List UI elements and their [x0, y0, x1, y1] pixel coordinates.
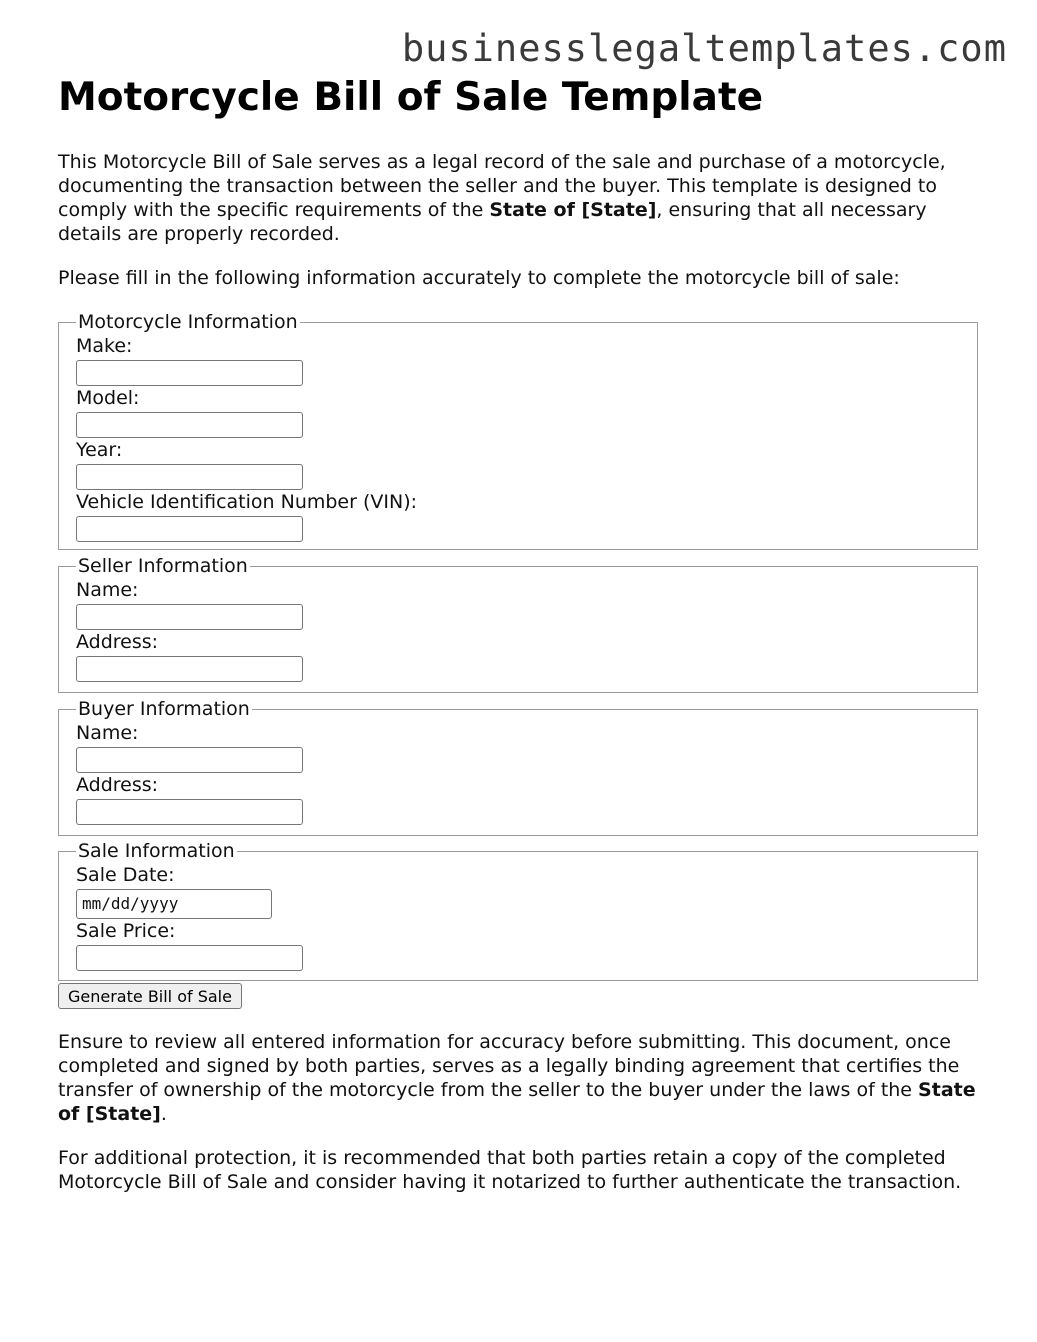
buyer-info-section	[58, 699, 978, 836]
seller-name-input[interactable]	[76, 604, 303, 630]
intro-text-end: , ensuring that all necessary details are properly recorded.	[58, 199, 927, 245]
sale-info-legend: Sale Information	[78, 840, 235, 862]
make-label: Make:	[76, 335, 133, 357]
model-input[interactable]	[76, 412, 303, 438]
site-watermark: businesslegaltemplates.com	[401, 27, 1007, 70]
seller-info-legend: Seller Information	[78, 555, 248, 577]
document-body	[58, 74, 978, 1194]
make-input[interactable]	[76, 360, 303, 386]
vin-input[interactable]	[76, 516, 303, 542]
seller-address-label: Address:	[76, 631, 159, 653]
buyer-name-label: Name:	[76, 722, 139, 744]
motorcycle-info-section	[58, 312, 978, 550]
page-title: Motorcycle Bill of Sale Template	[58, 75, 764, 120]
vin-label: Vehicle Identification Number (VIN):	[76, 491, 418, 513]
year-input[interactable]	[76, 464, 303, 490]
intro-paragraph	[58, 150, 978, 246]
intro-state: State of [State]	[489, 199, 657, 221]
sale-price-label: Sale Price:	[76, 920, 176, 942]
review-paragraph	[58, 1030, 978, 1126]
instructions-paragraph: Please fill in the following information accurately to complete the motorcycle bill of sale:	[58, 267, 900, 289]
intro-text: This Motorcycle Bill of Sale serves as a legal record of the sale and purchase of a motorcycle, documenting the transaction between the seller and the buyer. This template is designed to comply with the specific requirements of the	[58, 151, 946, 221]
year-label: Year:	[76, 439, 123, 461]
sale-price-input[interactable]	[76, 945, 303, 971]
protection-paragraph: For additional protection, it is recommended that both parties retain a copy of the completed Motorcycle Bill of Sale and consider having it notarized to further authenticate the transaction.	[58, 1147, 962, 1193]
model-label: Model:	[76, 387, 140, 409]
sale-date-input[interactable]: mm/dd/yyyy	[76, 889, 272, 919]
review-text-end: .	[160, 1103, 167, 1125]
motorcycle-info-legend: Motorcycle Information	[78, 311, 298, 333]
buyer-address-label: Address:	[76, 774, 159, 796]
seller-name-label: Name:	[76, 579, 139, 601]
seller-info-section	[58, 556, 978, 693]
buyer-address-input[interactable]	[76, 799, 303, 825]
sale-info-section	[58, 841, 978, 981]
review-state: State of [State]	[58, 1079, 976, 1125]
buyer-name-input[interactable]	[76, 747, 303, 773]
buyer-info-legend: Buyer Information	[78, 698, 250, 720]
seller-address-input[interactable]	[76, 656, 303, 682]
generate-bill-button[interactable]: Generate Bill of Sale	[58, 983, 242, 1009]
review-text: Ensure to review all entered information for accuracy before submitting. This document, once completed and signed by both parties, serves as a legally binding agreement that certifies the transfer of ownership of the motorcycle from the seller to the buyer under the laws of the	[58, 1031, 960, 1101]
sale-date-label: Sale Date:	[76, 864, 175, 886]
